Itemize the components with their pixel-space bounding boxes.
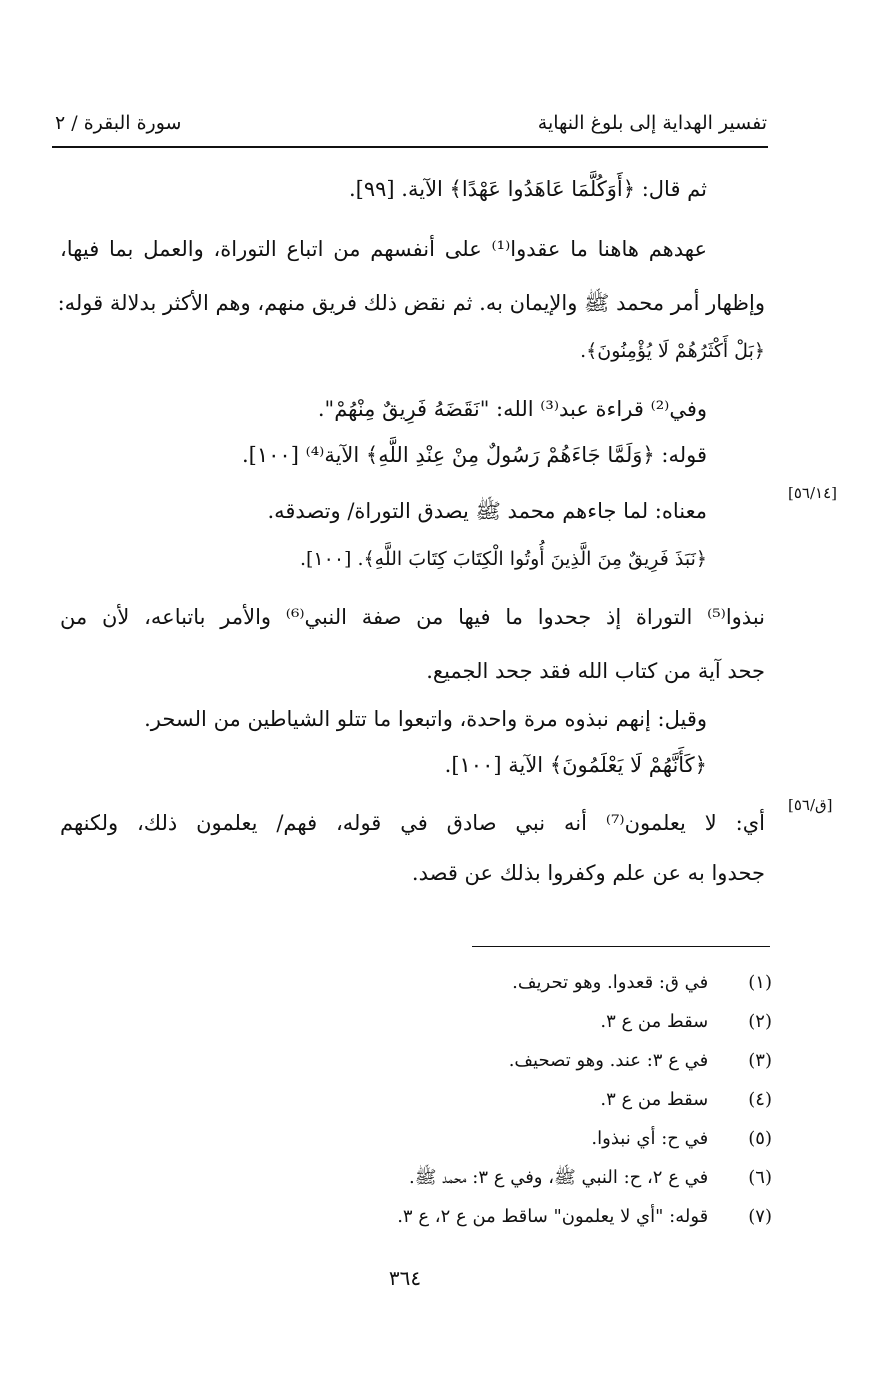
running-header-book-title: تفسير الهداية إلى بلوغ النهاية <box>537 112 767 134</box>
header-rule <box>52 146 768 148</box>
footnote-text: قوله: "أي لا يعلمون" ساقط من ع ٢، ع ٣. <box>397 1206 709 1227</box>
footnote-7 <box>397 1202 772 1232</box>
text-line-2: عهدهم هاهنا ما عقدوا⁽¹⁾ على أنفسهم من اتباع التوراة، والعمل بما فيها، <box>60 237 707 261</box>
text-line-10: جحد آية من كتاب الله فقد جحد الجميع. <box>426 659 765 683</box>
text-line-1: ثم قال: ﴿أَوَكُلَّمَا عَاهَدُوا عَهْدًا﴾ الآية. [٩٩]. <box>348 177 707 201</box>
text-line-3: وإظهار أمر محمد ﷺ والإيمان به. ثم نقض ذلك فريق منهم، وهم الأكثر بدلالة قوله: <box>57 291 765 315</box>
footnote-number: (٣) <box>748 1050 772 1071</box>
margin-note-ms-ref-1: [٥٦/١٤] <box>788 484 837 502</box>
text-line-14: جحدوا به عن علم وكفروا بذلك عن قصد. <box>411 861 765 885</box>
text-line-7: معناه: لما جاءهم محمد ﷺ يصدق التوراة/ وتصدقه. <box>267 499 707 523</box>
text-line-6: قوله: ﴿وَلَمَّا جَاءَهُمْ رَسُولٌ مِنْ عِنْدِ اللَّهِ﴾ الآية⁽⁴⁾ [١٠٠]. <box>242 443 707 467</box>
footnote-rule <box>472 946 770 947</box>
footnote-3 <box>509 1046 772 1076</box>
footnote-text: في ق: قعدوا. وهو تحريف. <box>512 972 709 993</box>
footnote-text: في ع ٢، ح: النبي ﷺ، وفي ع ٣: محمد ﷺ. <box>409 1167 709 1188</box>
text-line-11: وقيل: إنهم نبذوه مرة واحدة، واتبعوا ما تتلو الشياطين من السحر. <box>144 707 707 731</box>
text-line-8: ﴿نَبَذَ فَرِيقٌ مِنَ الَّذِينَ أُوتُوا الْكِتَابَ كِتَابَ اللَّهِ﴾. [١٠٠]. <box>299 548 707 570</box>
page-number: ٣٦٤ <box>388 1266 422 1290</box>
text-line-13: أي: لا يعلمون⁽⁷⁾ أنه نبي صادق في قوله، فهم/ يعلمون ذلك، ولكنهم <box>60 811 766 835</box>
footnote-number: (٧) <box>748 1206 772 1227</box>
footnote-number: (٢) <box>748 1011 772 1032</box>
text-line-9: نبذوا⁽⁵⁾ التوراة إذ جحدوا ما فيها من صفة النبي⁽⁶⁾ والأمر باتباعه، لأن من <box>60 605 765 629</box>
margin-note-ms-ref-2: [ق/٥٦] <box>788 796 833 814</box>
footnote-number: (١) <box>748 972 772 993</box>
footnote-number: (٥) <box>748 1128 772 1149</box>
footnote-number: (٦) <box>748 1167 772 1188</box>
footnote-text: في ع ٣: عند. وهو تصحيف. <box>508 1050 709 1071</box>
running-header-surah: سورة البقرة / ٢ <box>55 112 182 134</box>
text-line-12: ﴿كَأَنَّهُمْ لَا يَعْلَمُونَ﴾ الآية [١٠٠]. <box>444 753 707 777</box>
footnote-text: في ح: أي نبذوا. <box>591 1128 709 1149</box>
footnote-4 <box>600 1085 772 1115</box>
footnote-text: سقط من ع ٣. <box>600 1011 709 1032</box>
footnote-text: سقط من ع ٣. <box>600 1089 709 1110</box>
footnote-number: (٤) <box>748 1089 772 1110</box>
footnote-6 <box>409 1163 772 1193</box>
footnote-2 <box>600 1007 772 1037</box>
footnote-5 <box>591 1124 772 1154</box>
text-line-5: وفي⁽²⁾ قراءة عبد⁽³⁾ الله: "نَقَضَهُ فَرِيقٌ مِنْهُمْ". <box>317 397 707 421</box>
text-line-4: ﴿بَلْ أَكْثَرُهُمْ لَا يُؤْمِنُونَ﴾. <box>580 340 765 362</box>
footnote-1 <box>512 968 772 998</box>
